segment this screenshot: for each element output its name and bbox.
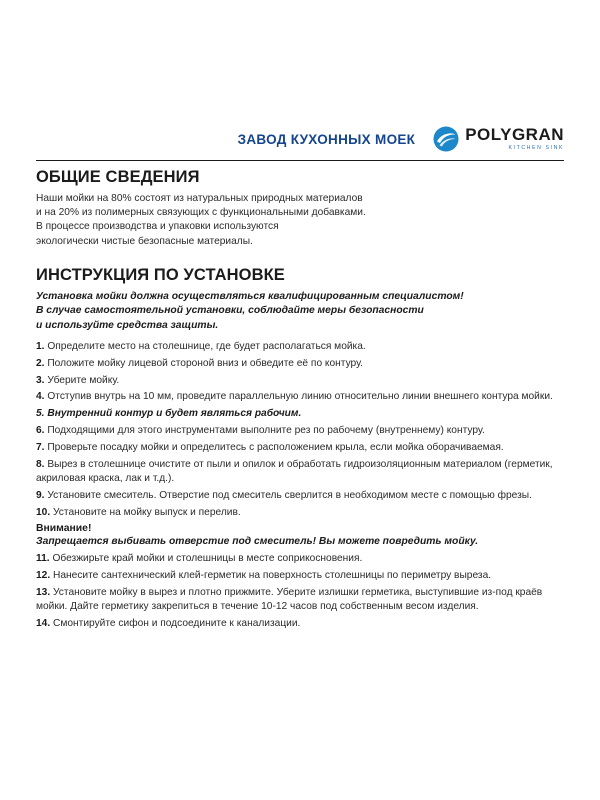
list-item — [36, 569, 566, 583]
general-info-line: Наши мойки на 80% состоят из натуральных природных материалов — [36, 193, 363, 204]
step-text: Внутренний контур и будет являться рабочим. — [47, 408, 302, 420]
step-number: 11. — [36, 553, 50, 565]
instruction-steps-list-continued — [36, 552, 566, 631]
list-item — [36, 374, 566, 388]
brand-logo — [433, 126, 564, 152]
list-item — [36, 340, 566, 354]
step-text: Нанесите сантехнический клей-герметик на поверхность столешницы по периметру выреза. — [53, 570, 492, 581]
list-item — [36, 357, 566, 371]
list-item — [36, 458, 566, 487]
step-number: 3. — [36, 374, 45, 386]
list-item — [36, 617, 566, 631]
general-info-line: экологически чистые безопасные материалы. — [36, 235, 253, 247]
step-text: Вырез в столешнице очистите от пыли и опилок и обработать гидроизоляционным материалом (герметик, акриловая краска, лак и т.д.). — [36, 458, 553, 484]
step-number: 2. — [36, 357, 45, 369]
step-number: 13. — [36, 586, 51, 598]
step-text: Установите мойку в вырез и плотно прижмите. Уберите излишки герметика, выступившие из-под краёв мойки. Дайте герметику закрепиться в течение 10-12 часов под собственным весом изделия. — [36, 586, 543, 613]
step-text: Обезжирьте край мойки и столешницы в месте соприкосновения. — [52, 553, 363, 565]
instruction-steps-list — [36, 340, 566, 520]
header-title: ЗАВОД КУХОННЫХ МОЕК — [237, 131, 416, 147]
list-item — [36, 552, 566, 566]
general-info-line: и на 20% из полимерных связующих с функциональными добавками. — [36, 207, 366, 219]
step-text: Уберите мойку. — [47, 374, 120, 386]
polygran-swirl-icon — [433, 126, 459, 152]
step-number: 4. — [36, 391, 45, 403]
logo-subtitle: KITCHEN SINK — [508, 145, 564, 152]
list-item — [36, 506, 566, 520]
logo-text — [465, 126, 564, 151]
step-number: 8. — [36, 458, 45, 470]
logo-word: POLYGRAN — [465, 125, 564, 145]
header-divider — [36, 160, 564, 161]
list-item — [36, 407, 566, 421]
safety-warning-line: Установка мойки должна осуществляться квалифицированным специалистом! — [36, 290, 464, 302]
document-content — [36, 165, 566, 634]
list-item — [36, 424, 566, 438]
list-item — [36, 441, 566, 455]
general-info-line: В процессе производства и упаковки используются — [36, 221, 279, 233]
list-item — [36, 489, 566, 503]
attention-text: Запрещается выбивать отверстие под смеситель! Вы можете повредить мойку. — [36, 535, 479, 547]
step-number: 6. — [36, 425, 45, 437]
step-text: Положите мойку лицевой стороной вниз и обведите её по контуру. — [47, 357, 364, 369]
safety-warning-line: В случае самостоятельной установки, соблюдайте меры безопасности — [36, 305, 424, 317]
step-text: Определите место на столешнице, где будет располагаться мойка. — [47, 341, 366, 353]
step-number: 12. — [36, 570, 51, 581]
step-text: Установите на мойку выпуск и перелив. — [53, 506, 241, 518]
step-number: 10. — [36, 506, 51, 518]
step-number: 9. — [36, 489, 45, 501]
step-number: 14. — [36, 617, 51, 629]
general-info-block — [36, 192, 566, 249]
step-text: Проверьте посадку мойки и определитесь с расположением крыла, если мойка оборачиваемая. — [47, 441, 504, 453]
safety-warning-line: и используйте средства защиты. — [36, 319, 219, 331]
attention-title: Внимание! — [36, 522, 92, 534]
safety-warning-block — [36, 290, 566, 333]
step-text: Подходящими для этого инструментами выполните рез по рабочему (внутреннему) контуру. — [47, 425, 485, 437]
step-text: Смонтируйте сифон и подсоедините к канализации. — [53, 617, 301, 629]
page-title-general: ОБЩИЕ СВЕДЕНИЯ — [36, 168, 200, 186]
step-number: 5. — [36, 408, 45, 420]
list-item — [36, 586, 566, 615]
step-number: 7. — [36, 441, 45, 453]
page-title-instruction: ИНСТРУКЦИЯ ПО УСТАНОВКЕ — [36, 265, 285, 284]
step-text: Отступив внутрь на 10 мм, проведите параллельную линию относительно линии внешнего контура мойки. — [47, 391, 553, 403]
document-header — [36, 126, 564, 152]
step-text: Установите смеситель. Отверстие под смеситель сверлится в необходимом месте с помощью фрезы. — [47, 489, 532, 501]
list-item — [36, 390, 566, 404]
step-number: 1. — [36, 341, 45, 353]
